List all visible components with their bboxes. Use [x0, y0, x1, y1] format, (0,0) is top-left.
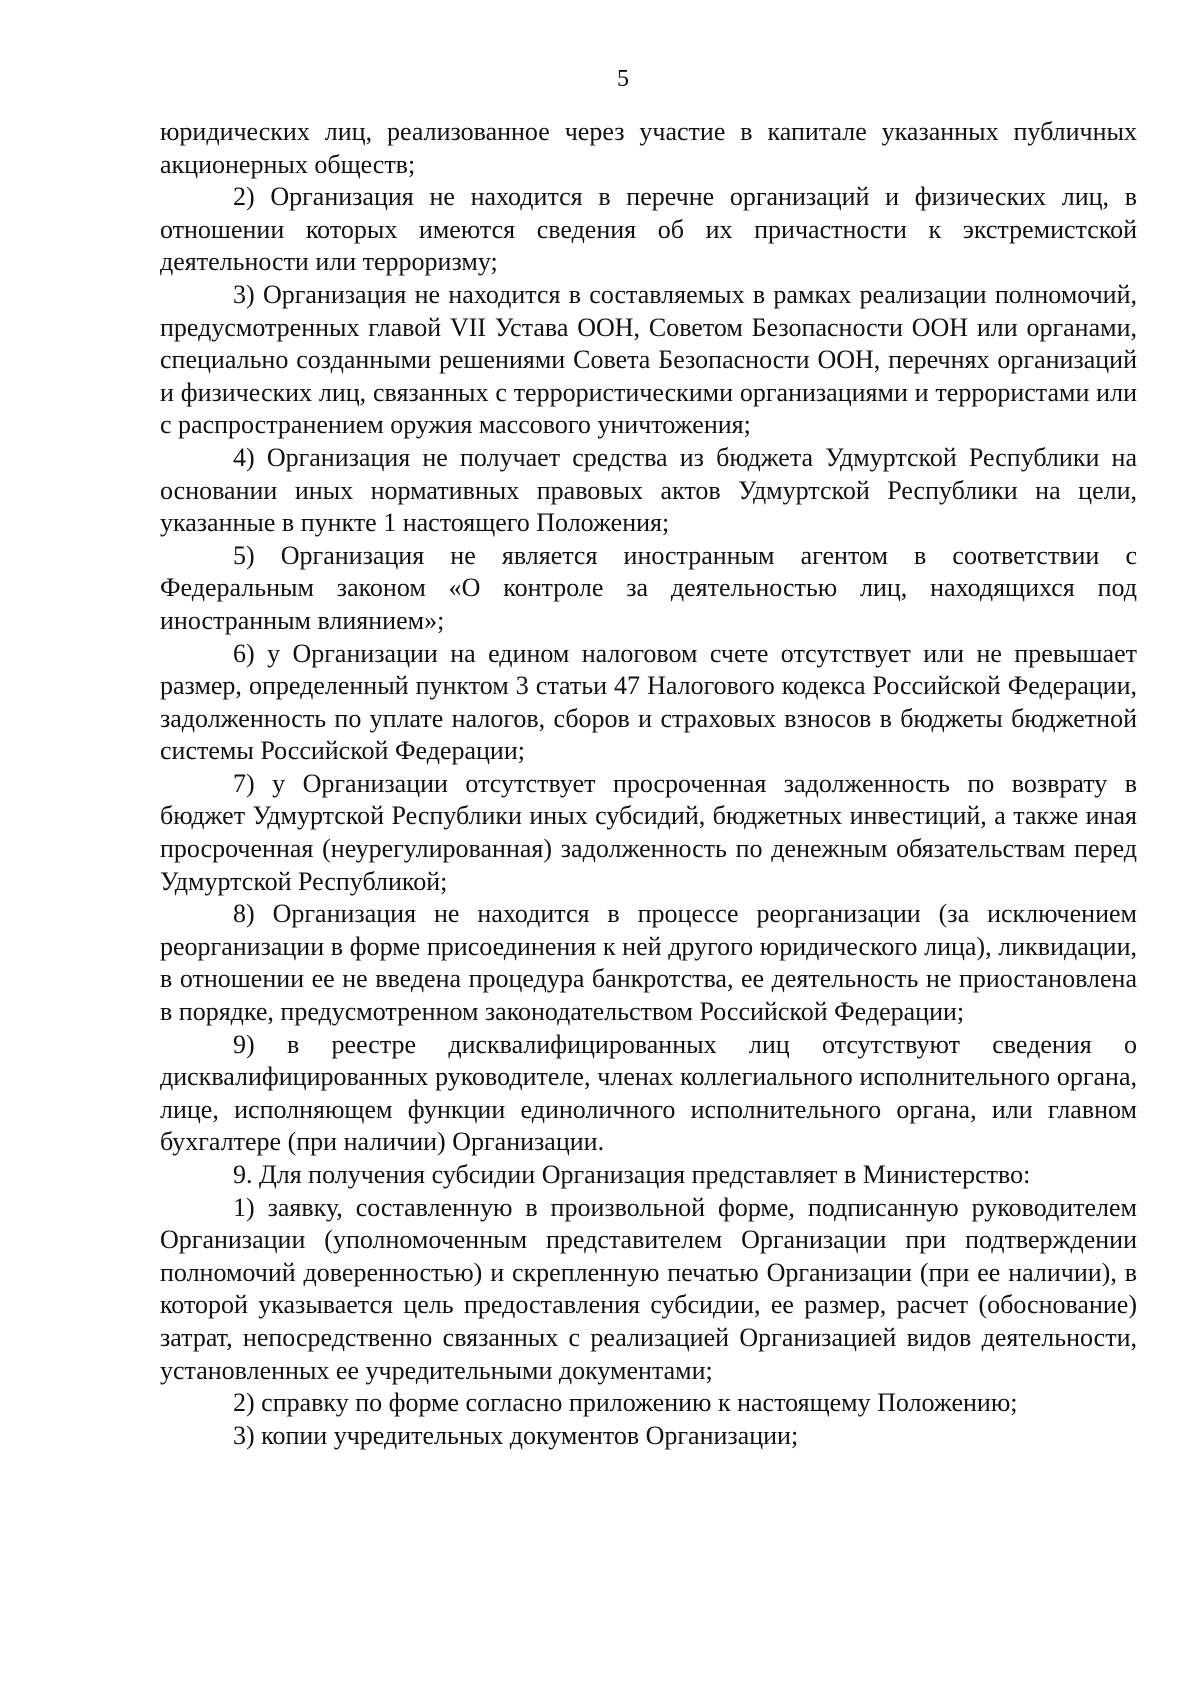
paragraph-item-3: 3) Организация не находится в составляемых в рамках реализации полномочий, предусмотренных главой VII Устава ООН, Советом Безопасности ООН или органами, специально созданными решениями Совета Безопасности ООН, перечнях организаций и физических лиц, связанных с террористическими организациями и террористами или с распространением оружия массового уничтожения; [160, 279, 1137, 440]
paragraph-item-7: 7) у Организации отсутствует просроченная задолженность по возврату в бюджет Удмуртской Республики иных субсидий, бюджетных инвестиций, а также иная просроченная (неурегулированная) задолженность по денежным обязательствам перед Удмуртской Республикой; [160, 768, 1137, 896]
paragraph-subitem-2: 2) справку по форме согласно приложению к настоящему Положению; [233, 1388, 1018, 1418]
paragraph-continuation: юридических лиц, реализованное через участие в капитале указанных публичных акционерных обществ; [160, 117, 1137, 179]
paragraph-section-9: 9. Для получения субсидии Организация представляет в Министерство: [233, 1160, 1031, 1189]
paragraph-item-9: 9) в реестре дисквалифицированных лиц отсутствуют сведения о дисквалифицированных руководителе, членах коллегиального исполнительного органа, лице, исполняющем функции единоличного исполнительного органа, или главном бухгалтере (при наличии) Организации. [160, 1029, 1137, 1157]
paragraph-item-5: 5) Организация не является иностранным агентом в соответствии с Федеральным законом «О контроле за деятельностью лиц, находящихся под иностранным влиянием»; [160, 540, 1137, 635]
paragraph-item-6: 6) у Организации на едином налоговом счете отсутствует или не превышает размер, определенный пунктом 3 статьи 47 Налогового кодекса Российской Федерации, задолженность по уплате налогов, сборов и страховых взносов в бюджеты бюджетной системы Российской Федерации; [160, 638, 1137, 766]
paragraph-subitem-3: 3) копии учредительных документов Организации; [233, 1420, 799, 1450]
page-number: 5 [617, 66, 629, 92]
paragraph-subitem-1: 1) заявку, составленную в произвольной форме, подписанную руководителем Организации (уполномоченным представителем Организации при подтверждении полномочий доверенностью) и скрепленную печатью Организации (при ее наличии), в которой указывается цель предоставления субсидии, ее размер, расчет (обоснование) затрат, непосредственно связанных с реализацией Организацией видов деятельности, установленных ее учредительными документами; [160, 1192, 1137, 1385]
paragraph-item-2: 2) Организация не находится в перечне организаций и физических лиц, в отношении которых имеются сведения об их причастности к экстремистской деятельности или терроризму; [160, 182, 1137, 277]
paragraph-item-8: 8) Организация не находится в процессе реорганизации (за исключением реорганизации в форме присоединения к ней другого юридического лица), ликвидации, в отношении ее не введена процедура банкротства, ее деятельность не приостановлена в порядке, предусмотренном законодательством Российской Федерации; [160, 899, 1137, 1027]
paragraph-item-4: 4) Организация не получает средства из бюджета Удмуртской Республики на основании иных нормативных правовых актов Удмуртской Республики на цели, указанные в пункте 1 настоящего Положения; [160, 442, 1137, 538]
document-body [160, 116, 1137, 1452]
